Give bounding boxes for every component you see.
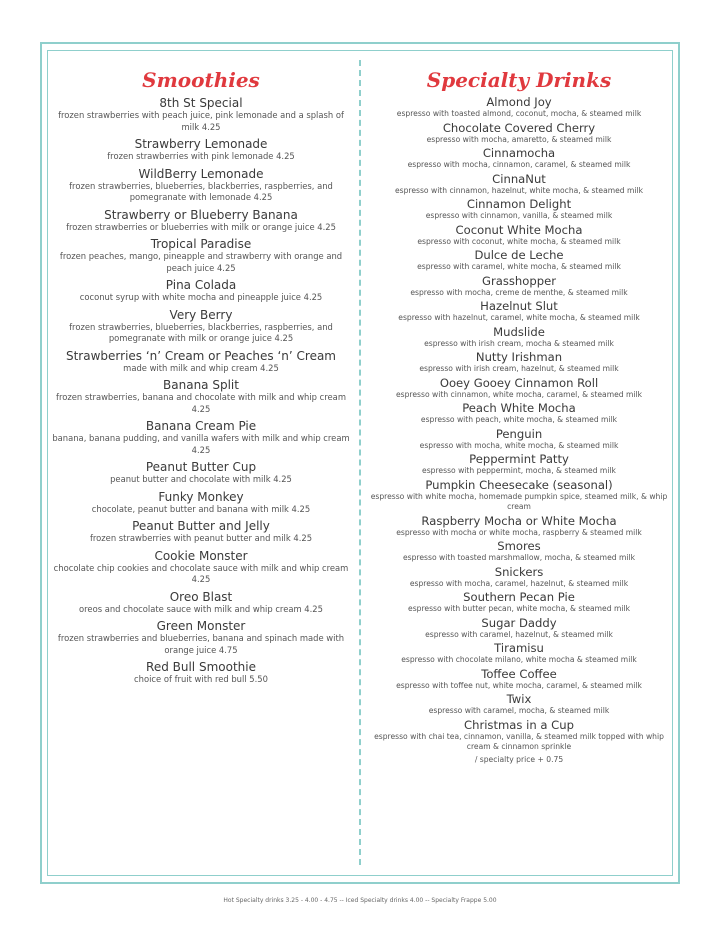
menu-item-description: espresso with toffee nut, white mocha, caramel, & steamed milk bbox=[396, 680, 642, 690]
menu-item-name: 8th St Special bbox=[159, 96, 243, 110]
menu-item bbox=[370, 453, 668, 477]
menu-item-description: espresso with caramel, mocha, & steamed milk bbox=[428, 706, 610, 715]
menu-item bbox=[370, 719, 668, 753]
menu-item-description: espresso with cinnamon, white mocha, caramel, & steamed milk bbox=[395, 389, 643, 399]
menu-item-name: Strawberry or Blueberry Banana bbox=[104, 207, 298, 222]
menu-item-description: espresso with mocha, white mocha, & steamed milk bbox=[419, 440, 619, 450]
menu-item-description: espresso with hazelnut, caramel, white mocha, & steamed milk bbox=[398, 313, 640, 322]
menu-item-description: espresso with mocha, cinnamon, caramel, & steamed milk bbox=[407, 160, 631, 169]
menu-item-name: Pumpkin Cheesecake (seasonal) bbox=[425, 477, 613, 492]
menu-item-name: Cinnamocha bbox=[482, 146, 556, 160]
specialty-drinks-section bbox=[370, 68, 668, 765]
column-divider bbox=[359, 60, 361, 865]
menu-item bbox=[370, 275, 668, 299]
specialty-price-note: / specialty price + 0.75 bbox=[474, 754, 564, 764]
smoothies-title: Smoothies bbox=[142, 68, 260, 92]
price-footer: Hot Specialty drinks 3.25 - 4.00 - 4.75 -- Iced Specialty drinks 4.00 -- Specialty Frappe 5.00 bbox=[223, 897, 497, 904]
menu-item bbox=[370, 515, 668, 539]
menu-item-description: espresso with mocha or white mocha, raspberry & steamed milk bbox=[396, 527, 642, 537]
menu-item-description: frozen strawberries with pink lemonade 4.25 bbox=[107, 151, 295, 161]
specialty-drinks-title: Specialty Drinks bbox=[426, 68, 612, 92]
menu-item bbox=[370, 300, 668, 324]
menu-item bbox=[52, 349, 350, 375]
menu-item bbox=[52, 167, 350, 204]
menu-item-name: Southern Pecan Pie bbox=[463, 590, 575, 604]
menu-item bbox=[370, 428, 668, 452]
menu-item-name: Toffee Coffee bbox=[481, 666, 557, 681]
menu-item-name: Dulce de Leche bbox=[474, 248, 564, 262]
menu-item-description: choice of fruit with red bull 5.50 bbox=[134, 674, 268, 684]
menu-item-name: Smores bbox=[497, 539, 541, 553]
menu-item-name: Strawberry Lemonade bbox=[134, 137, 268, 151]
menu-item-name: Pina Colada bbox=[165, 278, 237, 292]
menu-item-description: espresso with coconut, white mocha, & steamed milk bbox=[417, 236, 621, 246]
menu-item-description: espresso with butter pecan, white mocha, & steamed milk bbox=[408, 604, 630, 613]
menu-item-description: espresso with peach, white mocha, & steamed milk bbox=[420, 415, 618, 424]
menu-item-name: Penguin bbox=[495, 426, 543, 441]
menu-item bbox=[370, 566, 668, 590]
menu-item-description: oreos and chocolate sauce with milk and whip cream 4.25 bbox=[79, 603, 323, 614]
menu-item-description: banana, banana pudding, and vanilla wafers with milk and whip cream 4.25 bbox=[52, 433, 350, 455]
menu-item bbox=[370, 122, 668, 146]
menu-item-name: Peach White Mocha bbox=[462, 401, 576, 415]
menu-item-description: frozen strawberries, blueberries, blackberries, raspberries, and pomegranate with milk or orange juice 4.25 bbox=[69, 321, 333, 343]
menu-item bbox=[52, 619, 350, 656]
menu-item bbox=[370, 540, 668, 564]
menu-item-description: espresso with irish cream, mocha & steamed milk bbox=[424, 338, 614, 348]
menu-item bbox=[370, 377, 668, 401]
menu-item bbox=[370, 147, 668, 171]
menu-item-description: chocolate, peanut butter and banana with milk 4.25 bbox=[91, 503, 311, 514]
menu-item-description: chocolate chip cookies and chocolate sauce with milk and whip cream 4.25 bbox=[53, 562, 349, 584]
menu-item-name: Strawberries ‘n’ Cream or Peaches ‘n’ Cream bbox=[65, 348, 336, 363]
menu-item bbox=[370, 668, 668, 692]
menu-item-name: Sugar Daddy bbox=[481, 615, 557, 630]
menu-item-description: frozen strawberries, banana and chocolate with milk and whip cream 4.25 bbox=[56, 392, 346, 414]
menu-item bbox=[52, 460, 350, 486]
menu-item-name: Tiramisu bbox=[494, 641, 544, 655]
menu-item bbox=[52, 660, 350, 686]
menu-item-name: Red Bull Smoothie bbox=[146, 660, 256, 674]
menu-item-description: espresso with peppermint, mocha, & steamed milk bbox=[422, 466, 616, 475]
menu-item-name: Hazelnut Slut bbox=[480, 299, 558, 313]
menu-item-description: made with milk and whip cream 4.25 bbox=[123, 362, 279, 373]
menu-item bbox=[370, 402, 668, 426]
menu-item-name: Coconut White Mocha bbox=[455, 222, 583, 237]
menu-item-name: Christmas in a Cup bbox=[464, 717, 574, 732]
menu-item-name: Mudslide bbox=[493, 324, 545, 339]
menu-item-description: peanut butter and chocolate with milk 4.25 bbox=[110, 474, 292, 484]
menu-item-name: Banana Cream Pie bbox=[145, 419, 257, 433]
menu-item-description: espresso with caramel, white mocha, & steamed milk bbox=[417, 262, 621, 271]
menu-item-name: Cookie Monster bbox=[154, 548, 248, 563]
menu-item-name: Peppermint Patty bbox=[469, 452, 569, 466]
menu-item-description: espresso with irish cream, hazelnut, & steamed milk bbox=[419, 364, 619, 373]
menu-item bbox=[370, 642, 668, 666]
menu-item bbox=[370, 224, 668, 248]
menu-item-name: Banana Split bbox=[163, 378, 239, 392]
menu-item-name: Oreo Blast bbox=[169, 589, 233, 604]
menu-item-name: Snickers bbox=[494, 564, 544, 579]
menu-item bbox=[370, 591, 668, 615]
specialty-drinks-list bbox=[370, 96, 668, 753]
menu-item-description: espresso with cinnamon, vanilla, & steamed milk bbox=[425, 211, 613, 220]
menu-item-description: espresso with mocha, creme de menthe, & steamed milk bbox=[410, 287, 628, 297]
menu-item-name: CinnaNut bbox=[492, 171, 546, 186]
menu-item-description: espresso with chai tea, cinnamon, vanilla, & steamed milk topped with whip cream & cinnamon sprinkle bbox=[374, 731, 664, 751]
menu-item bbox=[52, 378, 350, 415]
menu-item-description: frozen strawberries with peanut butter and milk 4.25 bbox=[89, 533, 313, 543]
menu-item bbox=[52, 590, 350, 616]
menu-item-description: frozen strawberries and blueberries, banana and spinach made with orange juice 4.75 bbox=[57, 633, 345, 655]
smoothies-section bbox=[52, 68, 350, 690]
menu-item-description: espresso with caramel, hazelnut, & steamed milk bbox=[425, 629, 613, 639]
menu-item-description: espresso with toasted marshmallow, mocha, & steamed milk bbox=[402, 553, 635, 562]
menu-item bbox=[52, 208, 350, 234]
menu-item bbox=[52, 419, 350, 456]
menu-item-name: Cinnamon Delight bbox=[466, 197, 572, 211]
menu-item-description: frozen strawberries or blueberries with milk or orange juice 4.25 bbox=[66, 221, 336, 232]
menu-item-description: espresso with toasted almond, coconut, mocha, & steamed milk bbox=[396, 109, 642, 118]
menu-item-name: Ooey Gooey Cinnamon Roll bbox=[439, 375, 599, 390]
menu-item-description: espresso with mocha, amaretto, & steamed milk bbox=[426, 134, 612, 144]
menu-item bbox=[52, 308, 350, 345]
menu-item bbox=[370, 173, 668, 197]
menu-item bbox=[370, 479, 668, 513]
menu-item-name: Peanut Butter and Jelly bbox=[132, 519, 270, 533]
menu-item-name: Raspberry Mocha or White Mocha bbox=[421, 513, 617, 528]
menu-item-description: espresso with cinnamon, hazelnut, white mocha, & steamed milk bbox=[394, 185, 644, 195]
menu-item bbox=[52, 490, 350, 516]
menu-item bbox=[370, 249, 668, 273]
menu-item bbox=[52, 278, 350, 304]
menu-item-name: Almond Joy bbox=[486, 95, 552, 109]
menu-item bbox=[370, 198, 668, 222]
menu-item-name: WildBerry Lemonade bbox=[138, 166, 264, 181]
menu-item bbox=[370, 326, 668, 350]
menu-item bbox=[370, 617, 668, 641]
menu-item bbox=[52, 519, 350, 545]
menu-item-name: Peanut Butter Cup bbox=[145, 460, 257, 474]
menu-item bbox=[370, 351, 668, 375]
menu-item-description: frozen strawberries, blueberries, blackberries, raspberries, and pomegranate with lemonade 4.25 bbox=[69, 180, 333, 202]
menu-item bbox=[370, 693, 668, 717]
menu-item-name: Very Berry bbox=[169, 307, 233, 322]
menu-item-name: Green Monster bbox=[156, 619, 246, 633]
menu-item bbox=[52, 137, 350, 163]
menu-item-name: Grasshopper bbox=[482, 273, 556, 288]
menu-item-description: frozen peaches, mango, pineapple and strawberry with orange and peach juice 4.25 bbox=[59, 251, 343, 273]
menu-item-name: Twix bbox=[506, 692, 532, 706]
menu-item-name: Tropical Paradise bbox=[150, 237, 252, 251]
menu-item-description: espresso with chocolate milano, white mocha & steamed milk bbox=[401, 655, 637, 664]
menu-item-name: Chocolate Covered Cherry bbox=[442, 120, 596, 135]
menu-item-name: Funky Monkey bbox=[158, 489, 244, 504]
menu-item-description: frozen strawberries with peach juice, pink lemonade and a splash of milk 4.25 bbox=[58, 110, 344, 132]
menu-item bbox=[52, 96, 350, 133]
menu-item-description: coconut syrup with white mocha and pineapple juice 4.25 bbox=[79, 292, 323, 302]
menu-item bbox=[370, 96, 668, 120]
menu-item bbox=[52, 237, 350, 274]
menu-item-description: espresso with mocha, caramel, hazelnut, & steamed milk bbox=[409, 578, 629, 588]
menu-item bbox=[52, 549, 350, 586]
smoothies-list bbox=[52, 96, 350, 686]
menu-item-description: espresso with white mocha, homemade pumpkin spice, steamed milk, & whip cream bbox=[370, 491, 668, 511]
menu-item-name: Nutty Irishman bbox=[475, 350, 563, 364]
